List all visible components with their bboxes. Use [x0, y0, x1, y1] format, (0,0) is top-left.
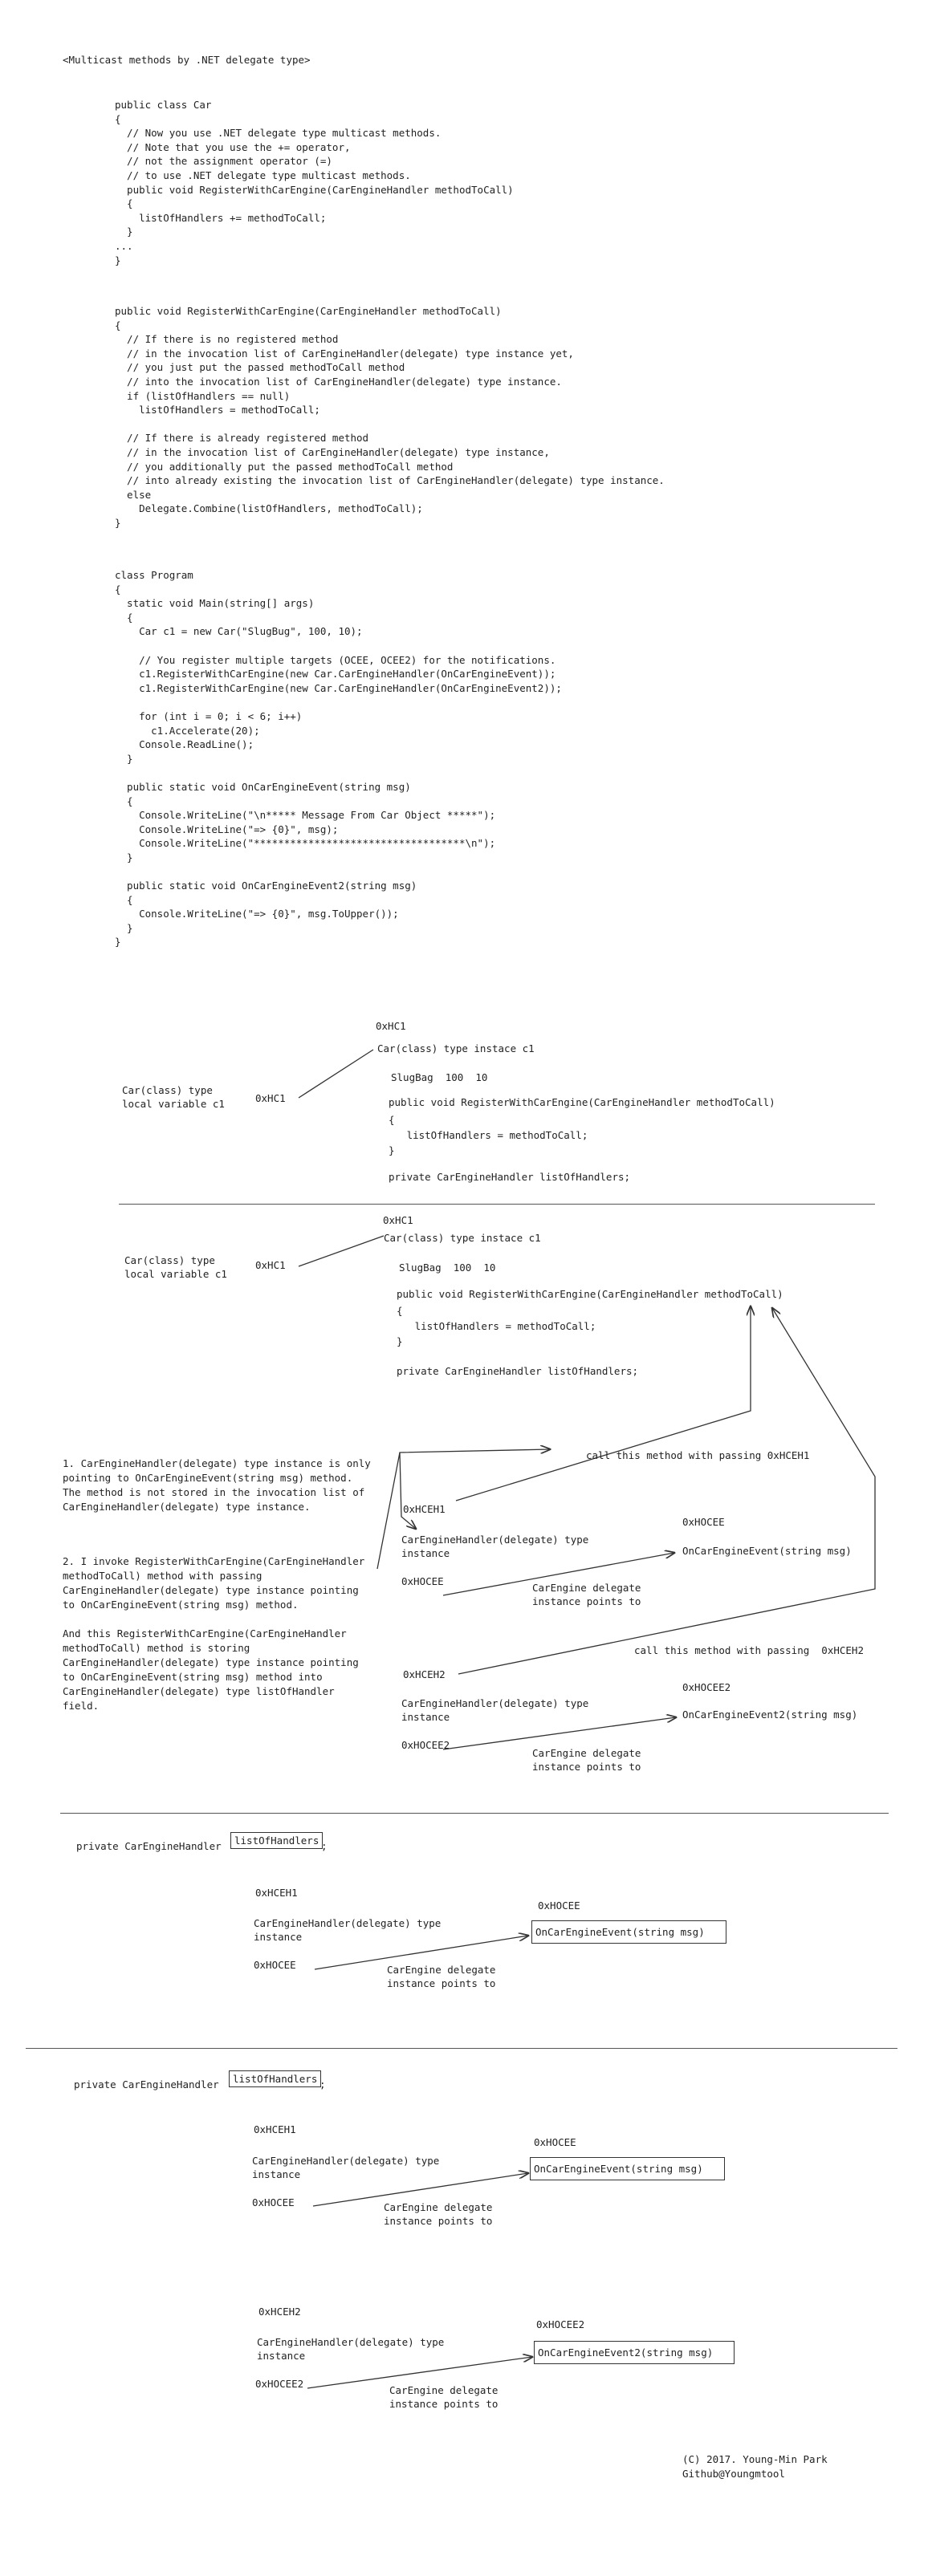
d4-ceh1-value: 0xHOCEE — [252, 2196, 295, 2208]
program-class-code: class Program { static void Main(string[] args) { Car c1 = new Car("SlugBug", 100, 10); // You register multiple targets (OCEE, OCEE2) for the notifications. c1.RegisterWithCarEngine(new Car.CarEngineHandler(OnCarEngineEvent)); c1.RegisterWithCarEngine(new Car.CarEngineHandler(OnCarEngineEvent2)); for (int i = 0; i < 6; i++) c1.Accelerate(20); Console.ReadLine(); } public static void OnCarEngineEvent(string msg) { Console.WriteLine("\n***** Message From Car Object *****"); Console.WriteLine("=> {0}", msg); Console.WriteLine("***********************************\n"); } public static void OnCarEngineEvent2(string msg) { Console.WriteLine("=> {0}", msg.ToUpper()); } } — [115, 569, 562, 949]
car-class-code: public class Car { // Now you use .NET delegate type multicast methods. // Note that you use the += operator, // not the assignment operator (=) // to use .NET delegate type multicast methods. public void RegisterWithCarEngine(CarEngineHandler methodToCall) { listOfHandlers += methodToCall; } ... } — [115, 99, 514, 266]
d4-points-to-1: CarEngine delegate instance points to — [384, 2201, 493, 2227]
d3-target-method-box — [531, 1920, 726, 1944]
d2-ocee2-method: OnCarEngineEvent2(string msg) — [682, 1709, 858, 1721]
register-method-code: public void RegisterWithCarEngine(CarEngineHandler methodToCall) { // If there is no registered method // in the invocation list of CarEngineHandler(delegate) type instance yet, // you just put the passed methodToCall method // into the invocation list of CarEngineHandler(delegate) type instance. if (listOfHandlers == null) listOfHandlers = methodToCall; // If there is already registered method // in the invocation list of CarEngineHandler(delegate) type instance, // you additionally put the passed methodToCall method // into already existing the invocation list of CarEngineHandler(delegate) type instance. else Delegate.Combine(listOfHandlers, methodToCall); } — [115, 305, 665, 529]
d3-ceh-value: 0xHOCEE — [254, 1959, 296, 1971]
d2-local-value: 0xHC1 — [255, 1259, 286, 1271]
d2-fields: SlugBag 100 10 — [399, 1262, 496, 1274]
d1-local-var-label: Car(class) type local variable c1 — [122, 1084, 225, 1110]
d2-method-body: { listOfHandlers = methodToCall; } — [397, 1305, 596, 1347]
d1-pointer-line — [299, 1050, 373, 1098]
d4-target1-method-box — [530, 2157, 725, 2180]
page-title: <Multicast methods by .NET delegate type> — [63, 54, 311, 66]
divider-2 — [60, 1813, 889, 1814]
d4-ceh1-address: 0xHCEH1 — [254, 2123, 296, 2135]
d2-points-to-2: CarEngine delegate instance points to — [532, 1747, 641, 1773]
d3-ceh-type: CarEngineHandler(delegate) type instance — [254, 1917, 442, 1943]
d4-field-prefix: private CarEngineHandler — [74, 2078, 219, 2090]
footer-copyright: (C) 2017. Young-Min Park — [682, 2453, 828, 2465]
d2-call2-arrow — [458, 1308, 875, 1674]
d2-points-to-1: CarEngine delegate instance points to — [532, 1582, 641, 1607]
d1-fields: SlugBag 100 10 — [391, 1071, 488, 1083]
d3-field-suffix: ; — [321, 1840, 328, 1852]
d2-ceh2-value: 0xHOCEE2 — [401, 1739, 450, 1751]
d4-ceh1-type: CarEngineHandler(delegate) type instance — [252, 2155, 440, 2180]
d2-private-field: private CarEngineHandler listOfHandlers; — [397, 1365, 639, 1377]
d1-method-body: { listOfHandlers = methodToCall; } — [389, 1114, 588, 1156]
d4-target2-address: 0xHOCEE2 — [536, 2318, 585, 2330]
d4-field-name: listOfHandlers — [233, 2073, 318, 2085]
d2-ceh1-value: 0xHOCEE — [401, 1575, 444, 1587]
d2-call2-label: call this method with passing 0xHCEH2 — [634, 1644, 864, 1656]
d1-private-field: private CarEngineHandler listOfHandlers; — [389, 1171, 631, 1183]
d1-heap-title: Car(class) type instace c1 — [377, 1042, 535, 1054]
d3-field-name: listOfHandlers — [234, 1834, 319, 1847]
d4-points-to-2: CarEngine delegate instance points to — [389, 2384, 499, 2410]
d2-note-1: 1. CarEngineHandler(delegate) type instance is only pointing to OnCarEngineEvent(string msg) method. The method is not stored in the invocation list of CarEngineHandler(delegate) type instance. — [63, 1457, 371, 1513]
d2-ocee2-address: 0xHOCEE2 — [682, 1681, 731, 1693]
d2-ceh2-type: CarEngineHandler(delegate) type instance — [401, 1697, 589, 1723]
d2-heap-address: 0xHC1 — [383, 1214, 413, 1226]
d3-points-to: CarEngine delegate instance points to — [387, 1964, 496, 1989]
d3-target-method: OnCarEngineEvent(string msg) — [535, 1926, 705, 1938]
footer-github: Github@Youngmtool — [682, 2468, 785, 2480]
d2-ocee-address: 0xHOCEE — [682, 1516, 725, 1528]
d3-target-address: 0xHOCEE — [538, 1899, 580, 1912]
d3-field-prefix: private CarEngineHandler — [76, 1840, 222, 1852]
d1-method-signature: public void RegisterWithCarEngine(CarEngineHandler methodToCall) — [389, 1096, 775, 1108]
d4-target1-address: 0xHOCEE — [534, 2136, 576, 2148]
d2-ceh2-address: 0xHCEH2 — [403, 1668, 446, 1680]
d4-field-suffix: ; — [319, 2078, 326, 2090]
d3-list-of-handlers-field — [230, 1832, 323, 1849]
d2-ceh1-address: 0xHCEH1 — [403, 1503, 446, 1515]
d2-note-to-ceh1-arrow — [400, 1453, 416, 1529]
d2-local-var-label: Car(class) type local variable c1 — [124, 1254, 227, 1280]
d4-list-of-handlers-field — [229, 2070, 321, 2087]
d2-note-2: 2. I invoke RegisterWithCarEngine(CarEngineHandler methodToCall) method with passing CarEngineHandler(delegate) type instance pointing to OnCarEngineEvent(string msg) method. And this RegisterWithCarEngine(CarEngineHandler methodToCall) method is storing CarEngineHandler(delegate) type instance pointing to OnCarEngineEvent(string msg) method into CarEngineHandler(delegate) type listOfHandler field. — [63, 1555, 365, 1712]
d4-target2-method: OnCarEngineEvent2(string msg) — [538, 2346, 714, 2359]
d3-ceh-address: 0xHCEH1 — [255, 1887, 298, 1899]
d2-call1-label: call this method with passing 0xHCEH1 — [586, 1449, 810, 1461]
d2-method-signature: public void RegisterWithCarEngine(CarEngineHandler methodToCall) — [397, 1288, 783, 1300]
d4-target2-method-box — [534, 2341, 735, 2364]
d4-ceh2-type: CarEngineHandler(delegate) type instance — [257, 2336, 445, 2362]
d2-heap-title: Car(class) type instace c1 — [384, 1232, 541, 1244]
d4-ceh2-address: 0xHCEH2 — [258, 2306, 301, 2318]
d4-ceh2-value: 0xHOCEE2 — [255, 2378, 304, 2390]
d2-ocee-method: OnCarEngineEvent(string msg) — [682, 1545, 852, 1557]
divider-3 — [26, 2048, 897, 2049]
d2-pointer-line — [299, 1236, 384, 1266]
d1-local-value: 0xHC1 — [255, 1092, 286, 1104]
d2-ceh1-type: CarEngineHandler(delegate) type instance — [401, 1534, 589, 1559]
divider-1 — [119, 1204, 875, 1205]
d4-target1-method: OnCarEngineEvent(string msg) — [534, 2163, 703, 2175]
d1-heap-address: 0xHC1 — [376, 1020, 406, 1032]
